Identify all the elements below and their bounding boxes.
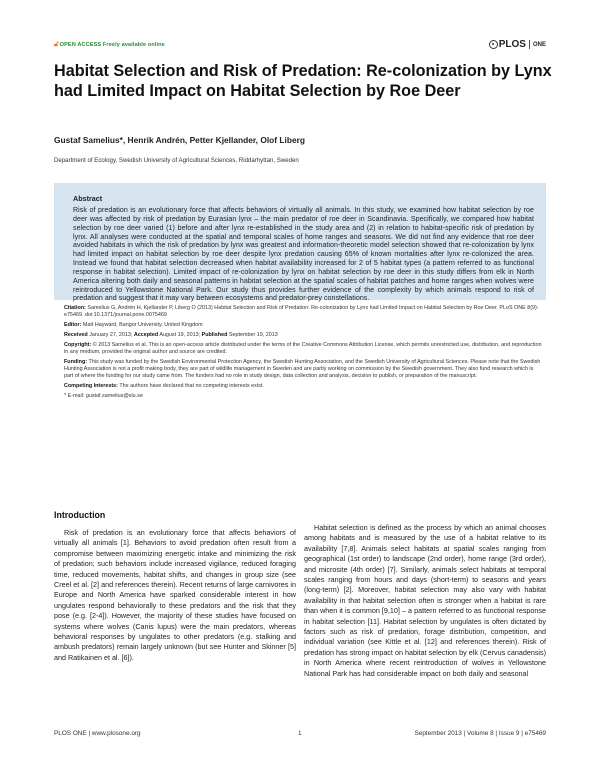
journal-url: PLOS ONE | www.plosone.org — [54, 730, 141, 737]
issue-info: September 2013 | Volume 8 | Issue 9 | e75469 — [414, 730, 546, 737]
author-list: Gustaf Samelius*, Henrik Andrén, Petter Kjellander, Olof Liberg — [54, 135, 305, 145]
editor: Editor: Matt Hayward, Bangor University, United Kingdom — [64, 322, 203, 328]
intro-paragraph-2: Habitat selection is defined as the process by which an animal chooses among habitats and is measured by the use of a habitat relative to its availability [7,8]. Animals select habitats at spatial scales ranging from geographical (1st order) to landscape (2nd order), home range (3rd order), and microsite (4th order) [7]. Similarly, animals select habitats at temporal scales ranging from hours and days (short-term) to seasons and years (long-term) [2]. Moreover, habitat selection may also vary with habitat availability in that habitat selection often is stronger when a habitat is rare than when it is common [9,10] – a pattern referred to as functional response in habitat selection [11]. Habitat selection by ungulates is often dictated by factors such as risk of predation, forage distribution, competition, and individual variation (see Kittle et al. [12] and references therein). Risk of predation has strong impact on habitat selection by elk (Cervus canadensis) in North America where recent reintroduction of wolves in Yellowstone National Park has had considerable impact on both daily and seasonal — [304, 523, 546, 678]
article-metadata — [64, 305, 542, 400]
plos-logo-icon — [489, 40, 498, 49]
page-number: 1 — [298, 730, 302, 737]
journal-header — [54, 40, 546, 54]
intro-right-column — [304, 523, 546, 679]
citation: Citation: Samelius G, Andrén H, Kjellander P, Liberg O (2013) Habitat Selection and Risk of Predation: Re-colonization by Lynx had Limited Impact on Habitat Selection by Roe Deer. PLoS ONE 8(9): e75469. doi:10.1371/journal.pone.0075469 — [64, 305, 539, 318]
dates: Received January 27, 2013; Accepted August 19, 2013; Published September 19, 2013 — [64, 332, 278, 338]
email-contact: * E-mail: gustaf.samelius@slu.se — [64, 393, 143, 399]
open-access-badge: 🔓︎OPEN ACCESS Freely available online — [54, 41, 165, 48]
affiliation: Department of Ecology, Swedish University of Agricultural Sciences, Riddarhyttan, Sweden — [54, 157, 299, 164]
intro-paragraph-1: Risk of predation is an evolutionary force that affects behaviors of virtually all animals [1]. Behaviors to avoid predation often result from a compromise between maximizing energetic intake and minimizing the risk of predation; such behaviors include increased vigilance, reduced foraging time, reduced movements, habitat shifts, and changes in group size (see Creel et al. [2] and references therein). Recent returns of large carnivores in Europe and North America have sparked considerable interest in how ungulates respond behaviorally to these predators and the risk that they pose (e.g. [2-4]). However, the majority of these studies have focused on systems where wolves (Canis lupus) were the main predators, whereas behavioral responses by ungulates to other predators (e.g. stalking and ambush predators) remain largely unknown (but see Hunter and Skinner [5] and Ratikainen et al. [6]). — [54, 528, 296, 662]
copyright: Copyright: © 2013 Samelius et al. This is an open-access article distributed under the terms of the Creative Commons Attribution License, which permits unrestricted use, distribution, and reproduction in any medium, provided the original author and source are credited. — [64, 342, 542, 355]
section-heading: Introduction — [54, 510, 106, 520]
plos-one-logo: PLOS ONE — [489, 39, 546, 50]
intro-left-column — [54, 510, 296, 663]
abstract-box — [54, 183, 546, 303]
open-lock-icon: 🔓︎ — [54, 41, 59, 48]
abstract-heading: Abstract — [73, 194, 103, 203]
funding: Funding: This study was funded by the Swedish Environmental Protection Agency, the Swedish Hunting Association, and the Swedish University of Agricultural Sciences. Please note that the Swedish Hunting Association is not a profit making body, they are part of wildlife management in Sweden and are partly working on commission by the Swedish government. They also fund research which is part of where the funding for our study came from. The funders had no role in study design, data collection and analysis, decision to publish, or preparation of the manuscript. — [64, 359, 541, 379]
competing-interests: Competing Interests: The authors have declared that no competing interests exist. — [64, 383, 264, 389]
paper-title: Habitat Selection and Risk of Predation: Re-colonization by Lynx had Limited Impact on Habitat Selection by Roe Deer — [54, 62, 552, 100]
abstract-text: Risk of predation is an evolutionary force that affects behaviors of virtually all animals. In this study, we examined how habitat selection by roe deer was affected by risk of predation by Eurasian lynx – the main predator of roe deer in Scandinavia. Specifically, we compared how habitat selection by roe deer varied (1) before and after lynx re-established in the study area and (2) in relation to habitat-specific risk of predation by lynx. All analyses were conducted at the spatial and temporal scales of home ranges and seasons. We did not find any evidence that roe deer avoided habitats in which the risk of predation by lynx was greatest and information-theoretic model selection showed that re-colonization by lynx had limited impact on habitat selection by roe deer despite lynx predation causing 65% of known mortalities after lynx re-colonized the area. Instead we found that habitat selection decreased when habitat availability increased for 2 of 5 habitat types (a pattern referred to as functional response in habitat selection). Limited impact of re-colonization by lynx on habitat selection by roe deer in this study differs from elk in North America altering both daily and seasonal patterns in habitat selection at the spatial scales of habitat patches and home ranges when wolves were reintroduced to Yellowstone National Park. Our study thus provides further evidence of the complexity by which animals respond to risk of predation and suggest that it may vary between ecosystems and predator-prey constellations. — [73, 207, 534, 303]
